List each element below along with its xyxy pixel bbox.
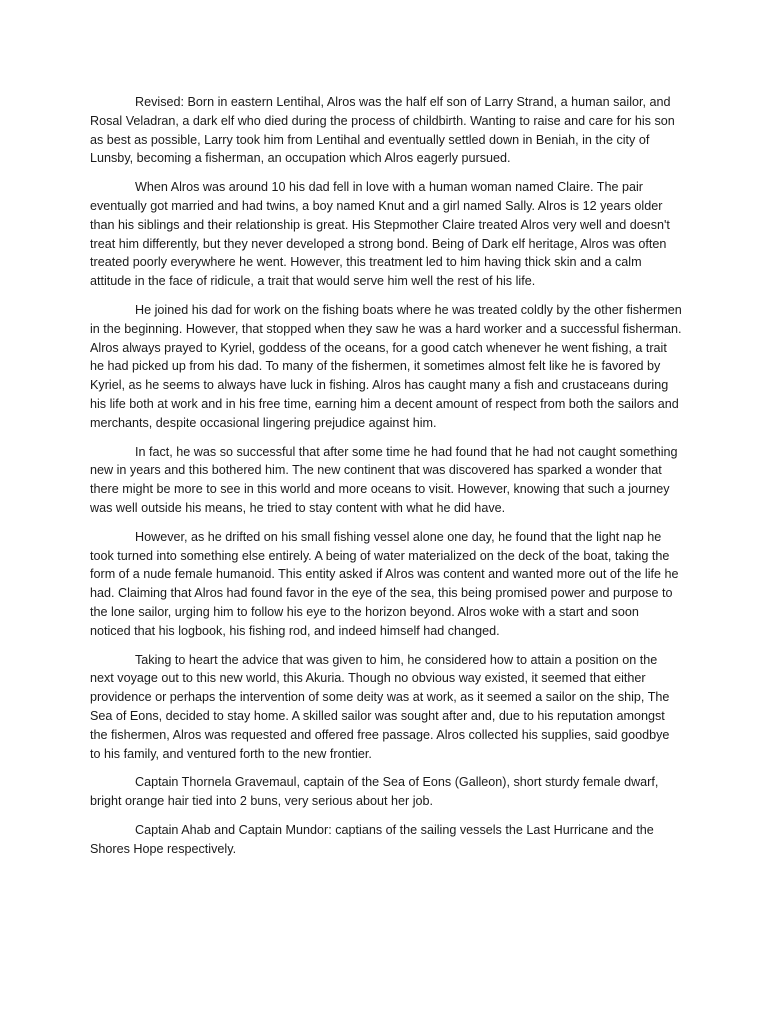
- paragraph-5: However, as he drifted on his small fishing vessel alone one day, he found that the light nap he took turned into something else entirely. A being of water materialized on the deck of the boat, taking the form of a nude female humanoid. This entity asked if Alros was content and wanted more out of the life he had. Claiming that Alros had found favor in the eye of the sea, this being promised power and purpose to the lone sailor, urging him to follow his eye to the horizon beyond. Alros woke with a start and soon noticed that his logbook, his fishing rod, and indeed himself had changed.: [90, 529, 679, 638]
- paragraph-3: He joined his dad for work on the fishing boats where he was treated coldly by the other fishermen in the beginning. However, that stopped when they saw he was a hard worker and a successful fisherman. Alros always prayed to Kyriel, goddess of the oceans, for a good catch whenever he went fishing, a trait he had picked up from his dad. To many of the fishermen, it sometimes almost felt like he is favored by Kyriel, as he seems to always have luck in fishing. Alros has caught many a fish and crustaceans during his life both at work and in his free time, earning him a decent amount of respect from both the sailors and merchants, despite occasional lingering prejudice against him.: [90, 302, 682, 430]
- paragraph-8: Captain Ahab and Captain Mundor: captians of the sailing vessels the Last Hurricane and the Shores Hope respectively.: [90, 822, 654, 856]
- paragraph-1: Revised: Born in eastern Lentihal, Alros was the half elf son of Larry Strand, a human sailor, and Rosal Veladran, a dark elf who died during the process of childbirth. Wanting to raise and care for his son as best as possible, Larry took him from Lentihal and eventually settled down in Beniah, in the city of Lunsby, becoming a fisherman, an occupation which Alros eagerly pursued.: [90, 95, 675, 166]
- paragraph-7: Captain Thornela Gravemaul, captain of the Sea of Eons (Galleon), short sturdy female dwarf, bright orange hair tied into 2 buns, very serious about her job.: [90, 775, 659, 809]
- paragraph-2: When Alros was around 10 his dad fell in love with a human woman named Claire. The pair eventually got married and had twins, a boy named Knut and a girl named Sally. Alros is 12 years older than his siblings and their relationship is great. His Stepmother Claire treated Alros very well and doesn't treat him differently, but they never developed a strong bond. Being of Dark elf heritage, Alros was often treated poorly everywhere he went. However, this treatment led to him having thick skin and a calm attitude in the face of ridicule, a trait that would serve him well the rest of his life.: [90, 180, 670, 289]
- document-body: [90, 93, 682, 858]
- paragraph-4: In fact, he was so successful that after some time he had found that he had not caught something new in years and this bothered him. The new continent that was discovered has sparked a wonder that there might be more to see in this world and more oceans to visit. However, knowing that such a journey was well outside his means, he tried to stay content with what he did have.: [90, 444, 678, 515]
- paragraph-6: Taking to heart the advice that was given to him, he considered how to attain a position on the next voyage out to this new world, this Akuria. Though no obvious way existed, it seemed that either providence or perhaps the intervention of some deity was at work, as it seemed a sailor on the ship, The Sea of Eons, decided to stay home. A skilled sailor was sought after and, due to his reputation amongst the fishermen, Alros was requested and offered free passage. Alros collected his supplies, said goodbye to his family, and ventured forth to the new frontier.: [90, 652, 670, 761]
